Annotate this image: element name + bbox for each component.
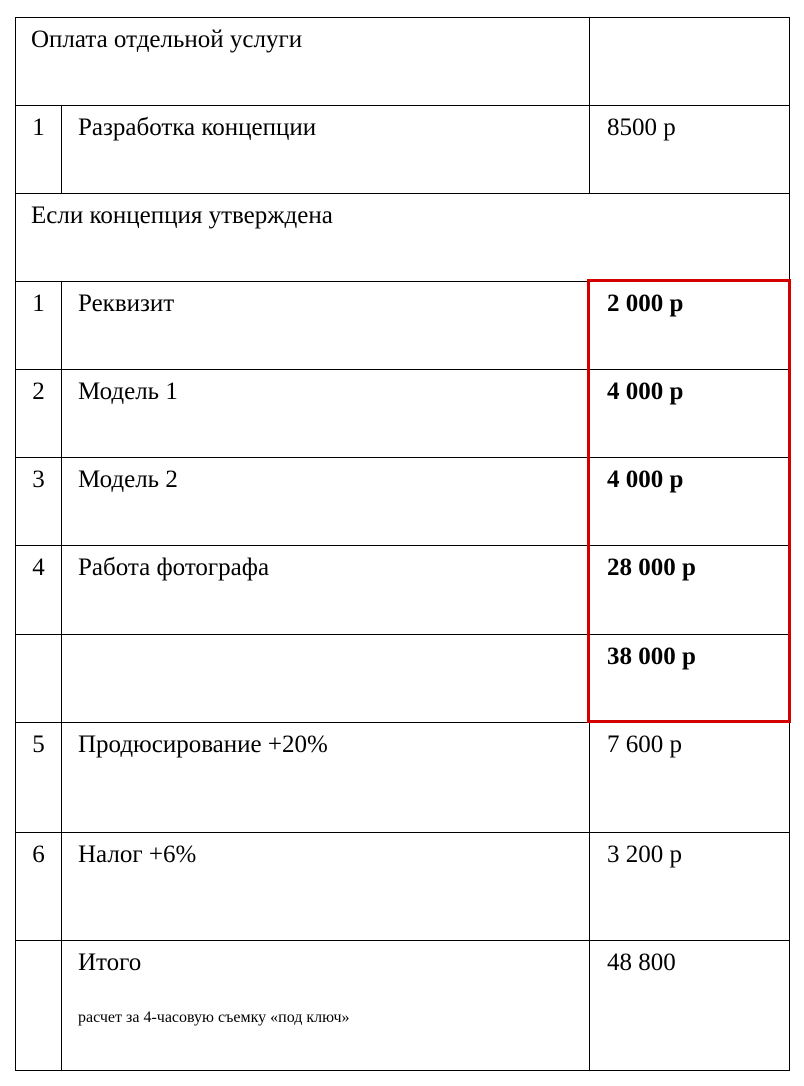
table-row	[16, 370, 790, 458]
table-row	[16, 546, 790, 635]
header-title: Оплата отдельной услуги	[16, 18, 590, 106]
empty-cell	[16, 941, 62, 1071]
service-price: 4 000 р	[590, 458, 790, 546]
table-row	[16, 723, 790, 833]
section-row	[16, 194, 790, 282]
row-number: 6	[16, 833, 62, 941]
total-note: расчет за 4-часовую съемку «под ключ»	[78, 1009, 350, 1026]
empty-cell	[16, 635, 62, 723]
service-price: 2 000 р	[590, 282, 790, 370]
service-price: 28 000 р	[590, 546, 790, 635]
header-row	[16, 18, 790, 106]
total-row	[16, 941, 790, 1071]
table-row	[16, 458, 790, 546]
service-name: Работа фотографа	[62, 546, 590, 635]
row-number: 2	[16, 370, 62, 458]
table-row	[16, 833, 790, 941]
total-label: Итого	[78, 949, 142, 976]
service-name: Реквизит	[62, 282, 590, 370]
service-price: 3 200 р	[590, 833, 790, 941]
service-name: Разработка концепции	[62, 106, 590, 194]
header-empty-cell	[590, 18, 790, 106]
row-number: 3	[16, 458, 62, 546]
row-number: 4	[16, 546, 62, 635]
row-number: 1	[16, 106, 62, 194]
empty-cell	[62, 635, 590, 723]
table-row	[16, 106, 790, 194]
subtotal-value: 38 000 р	[590, 635, 790, 723]
service-name: Продюсирование +20%	[62, 723, 590, 833]
total-value: 48 800	[590, 941, 790, 1071]
service-name: Модель 1	[62, 370, 590, 458]
subtotal-row	[16, 635, 790, 723]
service-price: 4 000 р	[590, 370, 790, 458]
price-table	[15, 17, 790, 1071]
total-cell	[62, 941, 590, 1071]
row-number: 5	[16, 723, 62, 833]
service-price: 8500 р	[590, 106, 790, 194]
service-price: 7 600 р	[590, 723, 790, 833]
service-name: Модель 2	[62, 458, 590, 546]
section-title: Если концепция утверждена	[16, 194, 790, 282]
row-number: 1	[16, 282, 62, 370]
service-name: Налог +6%	[62, 833, 590, 941]
table-row	[16, 282, 790, 370]
